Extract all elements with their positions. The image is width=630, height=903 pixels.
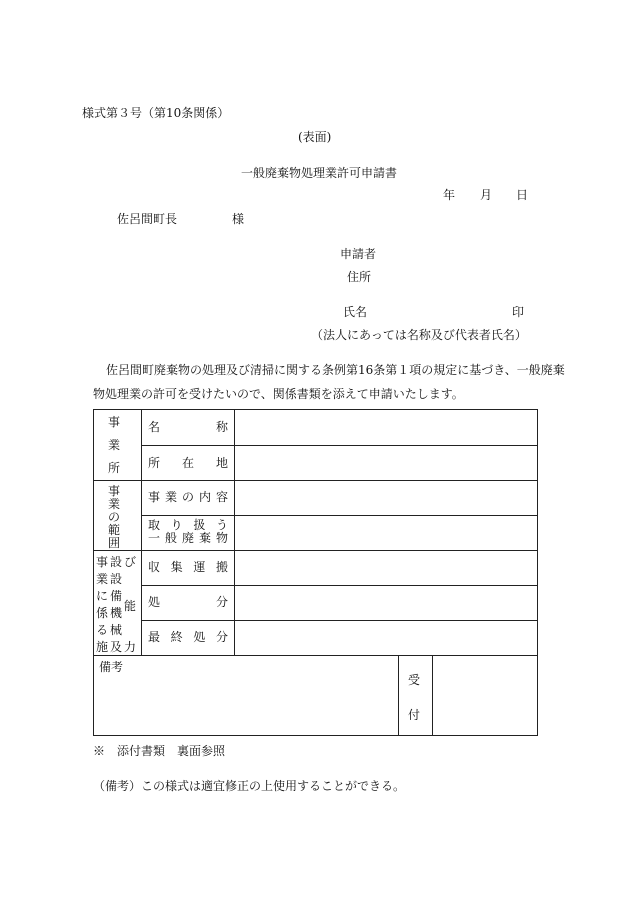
usage-note: （備考）この様式は適宜修正の上使用することができる。 bbox=[93, 779, 406, 793]
row-name-label bbox=[148, 421, 228, 434]
label-char: 運 bbox=[193, 560, 206, 574]
date-day-label: 日 bbox=[516, 188, 529, 202]
applicant-address-label: 住所 bbox=[347, 270, 372, 284]
handled-waste-field[interactable] bbox=[235, 516, 538, 550]
business-content-field[interactable] bbox=[235, 481, 538, 515]
applicant-name-label: 氏名 bbox=[343, 305, 368, 319]
remarks-label: 備考 bbox=[99, 660, 124, 674]
addressee-honorific: 様 bbox=[232, 212, 245, 226]
label-char: 容 bbox=[215, 490, 228, 504]
group3-col1-char-6: 施 bbox=[96, 640, 109, 654]
body-text-line-2: 物処理業の許可を受けたいので、関係書類を添えて申請いたします。 bbox=[93, 387, 464, 401]
label-char: 取 bbox=[148, 518, 161, 532]
group3-col1-char-3: に bbox=[96, 589, 109, 603]
date-month-label: 月 bbox=[480, 188, 493, 202]
group3-col1-char-4: 係 bbox=[96, 606, 109, 620]
form-title: 一般廃棄物処理業許可申請書 bbox=[241, 166, 398, 180]
row-location-label bbox=[148, 457, 228, 470]
group3-col3-char-1: び bbox=[124, 555, 137, 569]
label-char: 業 bbox=[164, 490, 177, 504]
row-final-disposal-label bbox=[148, 631, 228, 644]
label-char: 扱 bbox=[193, 518, 206, 532]
date-year-label: 年 bbox=[443, 188, 456, 202]
label-char: う bbox=[215, 518, 228, 532]
business-name-field[interactable] bbox=[235, 410, 538, 445]
group1-char-1: 事 bbox=[108, 415, 121, 429]
label-char: 称 bbox=[215, 420, 228, 434]
face-label: (表面) bbox=[298, 130, 332, 144]
label-char: 名 bbox=[148, 420, 161, 434]
group2-char-1: 事 bbox=[108, 484, 121, 498]
label-char: 地 bbox=[215, 456, 228, 470]
label-char: 処 bbox=[148, 595, 161, 609]
label-char: 事 bbox=[148, 490, 161, 504]
label-char: 一 bbox=[148, 531, 161, 545]
row-business-content-label bbox=[148, 491, 228, 504]
group2-char-3: の bbox=[108, 510, 121, 524]
label-char: 物 bbox=[215, 531, 228, 545]
group3-col1-char-1: 事 bbox=[96, 555, 109, 569]
row-disposal-label bbox=[148, 596, 228, 609]
group3-col2-char-3: 備 bbox=[110, 589, 123, 603]
group2-char-2: 業 bbox=[108, 497, 121, 511]
label-char: 棄 bbox=[198, 531, 211, 545]
group3-col2-char-1: 設 bbox=[110, 555, 123, 569]
disposal-field[interactable] bbox=[235, 586, 538, 620]
group3-col2-char-2: 設 bbox=[110, 572, 123, 586]
group3-col1-char-5: る bbox=[96, 623, 109, 637]
group2-char-5: 囲 bbox=[108, 536, 121, 550]
application-table bbox=[93, 409, 538, 736]
seal-mark: 印 bbox=[512, 305, 525, 319]
receipt-char-2: 付 bbox=[408, 708, 421, 722]
group3-col2-char-4: 機 bbox=[110, 606, 123, 620]
group1-char-3: 所 bbox=[108, 461, 121, 475]
group3-col2-char-6: 及 bbox=[110, 640, 123, 654]
group3-col3-char-6: 力 bbox=[124, 640, 137, 654]
business-location-field[interactable] bbox=[235, 446, 538, 480]
corporation-note: （法人にあっては名称及び代表者氏名） bbox=[311, 328, 527, 342]
applicant-label: 申請者 bbox=[340, 247, 377, 261]
addressee-name: 佐呂間町長 bbox=[117, 212, 178, 226]
form-number: 様式第３号（第10条関係） bbox=[82, 106, 230, 120]
label-char: 在 bbox=[181, 456, 194, 470]
group1-char-2: 業 bbox=[108, 438, 121, 452]
receipt-char-1: 受 bbox=[408, 673, 421, 687]
row-collection-transport-label bbox=[148, 561, 228, 574]
label-char: 分 bbox=[215, 595, 228, 609]
label-char: の bbox=[181, 490, 194, 504]
label-char: 搬 bbox=[215, 560, 228, 574]
label-char: 分 bbox=[215, 630, 228, 644]
label-char: 集 bbox=[170, 560, 183, 574]
label-char: り bbox=[170, 518, 183, 532]
label-char: 収 bbox=[148, 560, 161, 574]
row-handled-waste-label-line-2 bbox=[148, 532, 228, 545]
group2-char-4: 範 bbox=[108, 523, 121, 537]
group3-col2-char-5: 械 bbox=[110, 623, 123, 637]
label-char: 終 bbox=[170, 630, 183, 644]
collection-transport-field[interactable] bbox=[235, 551, 538, 585]
label-char: 処 bbox=[193, 630, 206, 644]
group3-col1-char-2: 業 bbox=[96, 572, 109, 586]
attachment-note: ※ 添付書類 裏面参照 bbox=[93, 744, 226, 758]
label-char: 所 bbox=[148, 456, 161, 470]
label-char: 廃 bbox=[181, 531, 194, 545]
label-char: 内 bbox=[198, 490, 211, 504]
label-char: 最 bbox=[148, 630, 161, 644]
group3-col3-char-4: 能 bbox=[124, 599, 137, 613]
final-disposal-field[interactable] bbox=[235, 621, 538, 655]
remarks-field[interactable] bbox=[99, 678, 395, 734]
body-text-line-1: 佐呂間町廃棄物の処理及び清掃に関する条例第16条第１項の規定に基づき、一般廃棄 bbox=[106, 363, 565, 377]
label-char: 般 bbox=[164, 531, 177, 545]
receipt-stamp-area bbox=[433, 656, 537, 736]
